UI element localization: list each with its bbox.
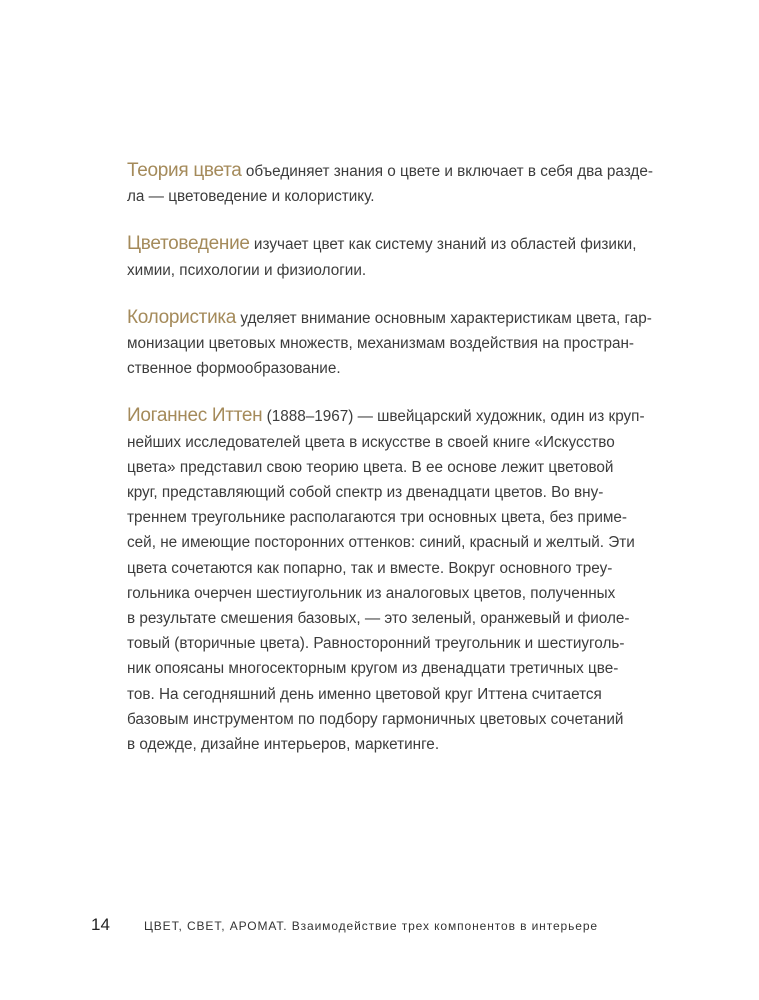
- page-footer: [0, 913, 759, 943]
- running-title: ЦВЕТ, СВЕТ, АРОМАТ. Взаимодействие трех компонентов в интерьере: [144, 919, 598, 933]
- term-color-science: Цветоведение: [127, 233, 250, 255]
- paragraph-coloristics: [127, 305, 662, 382]
- paragraph-text: объединяет знания о цвете и включает в себя два разде- ла — цветоведение и колористику.: [127, 163, 653, 206]
- term-itten: Иоганнес Иттен: [127, 405, 263, 427]
- body-text: [127, 158, 662, 757]
- paragraph-text: уделяет внимание основным характеристикам цвета, гар- монизации цветовых множеств, механизмам воздействия на простран- ственное формообразование.: [127, 309, 652, 378]
- paragraph-text: (1888–1967) — швейцарский художник, один из круп- нейших исследователей цвета в искусстве в своей книге «Искусство цвета» представил свою теорию цвета. В ее основе лежит цветовой круг, представляющий собой спектр из двенадцати цветов. Во вну- треннем треугольнике располагаются три основных цвета, без приме- сей, не имеющие посторонних оттенков: синий, красный и желтый. Эти цвета сочетаются как попарно, так и вместе. Вокруг основного треу- гольника очерчен шестиугольник из аналоговых цветов, полученных в результате смешения базовых, — это зеленый, оранжевый и фиоле- товый (вторичные цвета). Равносторонний треугольник и шестиуголь- ник опоясаны многосекторным кругом из двенадцати третичных цве- тов. На сегодняшний день именно цветовой круг Иттена считается базовым инструментом по подбору гармоничных цветовых сочетаний в одежде, дизайне интерьеров, маркетинге.: [127, 408, 645, 754]
- page-number: 14: [91, 915, 110, 934]
- term-color-theory: Теория цвета: [127, 160, 242, 181]
- term-coloristics: Колористика: [127, 306, 237, 328]
- paragraph-text: изучает цвет как систему знаний из областей физики, химии, психологии и физиологии.: [127, 236, 637, 279]
- paragraph-color-theory: [127, 158, 662, 209]
- paragraph-color-science: [127, 231, 662, 282]
- paragraph-itten: [127, 403, 662, 757]
